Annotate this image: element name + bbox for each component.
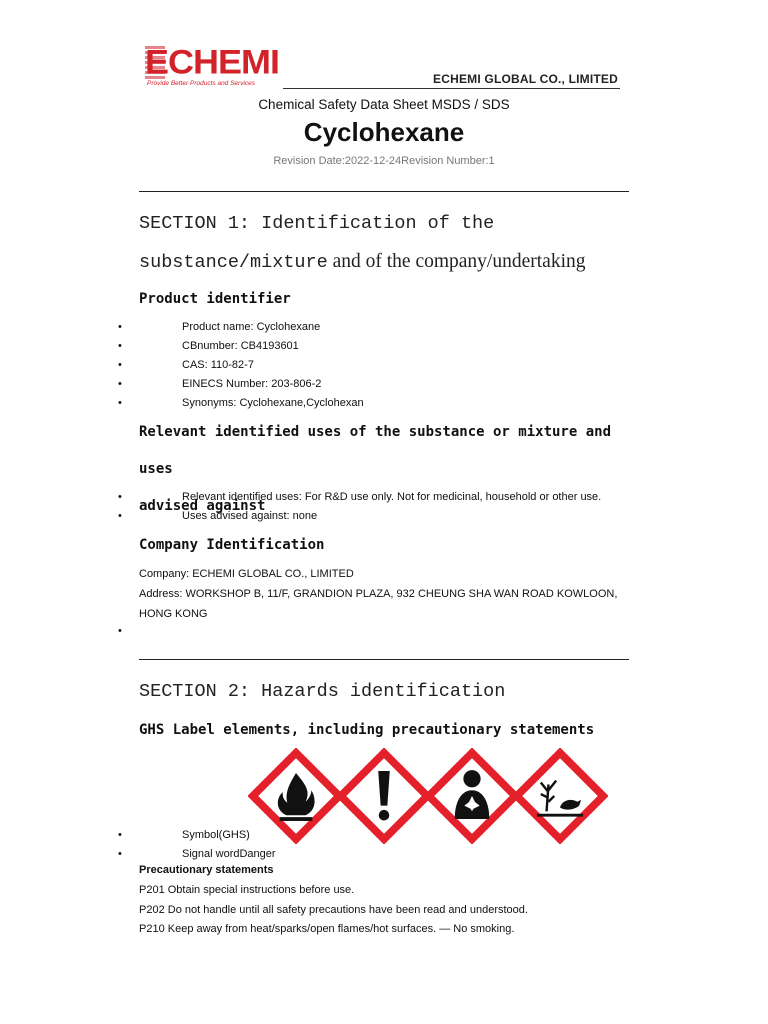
company-details: [139, 564, 629, 624]
list-item-text: Product name: Cyclohexane: [182, 321, 321, 333]
list-item: • EINECS Number: 203-806-2: [0, 375, 768, 394]
echemi-logo: [145, 44, 285, 88]
list-item: • Product name: Cyclohexane: [0, 318, 768, 337]
list-item-text: Signal wordDanger: [182, 848, 276, 860]
precautionary-statements-list: [139, 881, 639, 940]
revision-info: Revision Date:2022-12-24Revision Number:1: [273, 155, 495, 167]
section1-title-line2b: and of the company/undertaking: [327, 251, 586, 272]
list-item: •: [118, 625, 122, 637]
section-divider: [139, 191, 629, 192]
uses-heading-line2: advised against: [139, 498, 266, 514]
header-rule: [283, 88, 620, 89]
company-line: Company: ECHEMI GLOBAL CO., LIMITED: [139, 568, 354, 580]
list-item: • Relevant identified uses: For R&D use only. Not for medicinal, household or other use.: [0, 488, 768, 507]
list-item-text: Relevant identified uses: For R&D use only. Not for medicinal, household or other use.: [182, 491, 602, 503]
company-identification-heading: Company Identification: [139, 537, 325, 553]
list-item-text: Uses advised against: none: [182, 510, 318, 522]
address-line2: HONG KONG: [139, 608, 208, 620]
uses-heading-line1: Relevant identified uses of the substance or mixture and uses: [139, 424, 612, 477]
address-line1: Address: WORKSHOP B, 11/F, GRANDION PLAZA, 932 CHEUNG SHA WAN ROAD KOWLOON,: [139, 588, 618, 600]
list-item: • CAS: 110-82-7: [0, 356, 768, 375]
precautionary-statement: P210 Keep away from heat/sparks/open flames/hot surfaces. — No smoking.: [139, 923, 515, 935]
list-item: • CBnumber: CB4193601: [0, 337, 768, 356]
section1-title-line1: SECTION 1: Identification of the: [139, 213, 495, 234]
product-identifier-list: [0, 318, 768, 413]
list-item: • Uses advised against: none: [0, 507, 768, 526]
list-item-text: Synonyms: Cyclohexane,Cyclohexan: [182, 397, 364, 409]
precautionary-statement: P201 Obtain special instructions before use.: [139, 884, 355, 896]
logo-tagline: Provide Better Products and Services: [147, 80, 256, 87]
section1-title: [139, 205, 639, 282]
precautionary-statement: P202 Do not handle until all safety precautions have been read and understood.: [139, 903, 528, 916]
precautionary-statements-title: Precautionary statements: [139, 864, 274, 876]
product-identifier-heading: Product identifier: [139, 291, 291, 307]
section-divider: [139, 659, 629, 660]
section2-title: SECTION 2: Hazards identification: [139, 681, 506, 702]
empty-bullet-list: [0, 622, 768, 641]
document-title: Cyclohexane: [303, 117, 465, 147]
section1-title-line2: [139, 243, 639, 282]
uses-list: [0, 488, 768, 526]
ghs-label-heading: GHS Label elements, including precautionary statements: [139, 722, 595, 738]
list-item: • Signal wordDanger: [0, 845, 768, 864]
list-item: • Symbol(GHS): [0, 826, 768, 845]
list-item-text: EINECS Number: 203-806-2: [182, 378, 322, 390]
document-type: Chemical Safety Data Sheet MSDS / SDS: [258, 97, 510, 112]
header-company-name: ECHEMI GLOBAL CO., LIMITED: [433, 72, 618, 86]
list-item-text: CAS: 110-82-7: [182, 359, 254, 371]
list-item: • Synonyms: Cyclohexane,Cyclohexan: [0, 394, 768, 413]
ghs-items-list: [0, 826, 768, 864]
section1-title-line2a: substance/mixture: [139, 252, 328, 273]
list-item-text: Symbol(GHS): [182, 829, 250, 841]
list-item-text: CBnumber: CB4193601: [182, 340, 299, 352]
logo-wordmark: ECHEMI: [145, 42, 280, 82]
